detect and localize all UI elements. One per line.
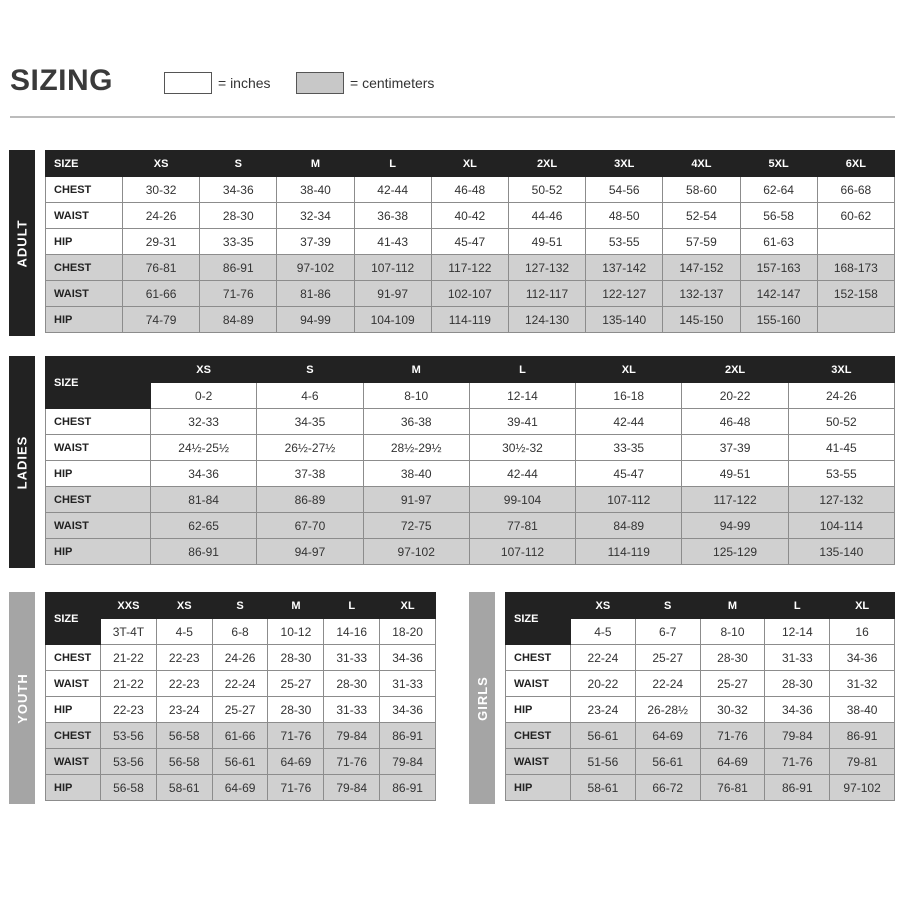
measurement-cell: 61-66 xyxy=(212,723,268,749)
measurement-cell: 42-44 xyxy=(576,409,682,435)
measurement-cell: 79-84 xyxy=(380,749,436,775)
size-header-xl: XL xyxy=(830,593,895,619)
measurement-cell: 52-54 xyxy=(663,203,740,229)
measurement-cell: 28-30 xyxy=(700,645,765,671)
measurement-cell: 38-40 xyxy=(363,461,469,487)
youth-numeric-size-row xyxy=(46,619,436,645)
size-header-2xl: 2XL xyxy=(682,357,788,383)
measurement-cell: 107-112 xyxy=(576,487,682,513)
ladies-waist-in-row xyxy=(46,435,895,461)
measurement-cell: 23-24 xyxy=(571,697,636,723)
measurement-label: HIP xyxy=(46,307,123,333)
measurement-cell: 74-79 xyxy=(123,307,200,333)
girls-waist-in-row xyxy=(506,671,895,697)
measurement-cell: 37-39 xyxy=(682,435,788,461)
measurement-cell: 135-140 xyxy=(586,307,663,333)
measurement-cell: 34-36 xyxy=(830,645,895,671)
measurement-cell: 30½-32 xyxy=(469,435,575,461)
size-header-s: S xyxy=(212,593,268,619)
measurement-cell: 94-99 xyxy=(682,513,788,539)
girls-side-label: GIRLS xyxy=(469,592,495,804)
inches-legend-label: = inches xyxy=(218,75,271,91)
measurement-cell: 62-65 xyxy=(151,513,257,539)
measurement-cell: 53-55 xyxy=(586,229,663,255)
measurement-cell: 23-24 xyxy=(156,697,212,723)
measurement-label: HIP xyxy=(46,775,101,801)
measurement-cell: 71-76 xyxy=(268,723,324,749)
measurement-cell: 46-48 xyxy=(431,177,508,203)
measurement-cell: 135-140 xyxy=(788,539,894,565)
measurement-cell: 94-97 xyxy=(257,539,363,565)
measurement-cell: 53-55 xyxy=(788,461,894,487)
measurement-cell: 79-84 xyxy=(324,723,380,749)
measurement-cell: 33-35 xyxy=(576,435,682,461)
measurement-cell: 117-122 xyxy=(431,255,508,281)
size-header-xl: XL xyxy=(431,151,508,177)
size-header-l: L xyxy=(354,151,431,177)
measurement-label: CHEST xyxy=(506,645,571,671)
measurement-cell: 155-160 xyxy=(740,307,817,333)
measurement-cell: 104-114 xyxy=(788,513,894,539)
measurement-cell: 28-30 xyxy=(765,671,830,697)
size-header-l: L xyxy=(324,593,380,619)
measurement-cell: 86-91 xyxy=(151,539,257,565)
measurement-cell: 107-112 xyxy=(469,539,575,565)
measurement-label: WAIST xyxy=(46,671,101,697)
measurement-cell: 45-47 xyxy=(576,461,682,487)
measurement-label: HIP xyxy=(506,775,571,801)
measurement-cell: 79-84 xyxy=(324,775,380,801)
measurement-cell: 56-58 xyxy=(156,749,212,775)
measurement-cell: 34-36 xyxy=(765,697,830,723)
measurement-cell: 152-158 xyxy=(817,281,894,307)
header-divider xyxy=(10,116,895,118)
measurement-cell: 40-42 xyxy=(431,203,508,229)
measurement-cell: 56-58 xyxy=(101,775,157,801)
measurement-cell: 20-22 xyxy=(571,671,636,697)
measurement-cell: 22-24 xyxy=(212,671,268,697)
inches-swatch xyxy=(164,72,212,94)
measurement-label: WAIST xyxy=(46,435,151,461)
measurement-cell: 49-51 xyxy=(508,229,585,255)
numeric-size-cell: 6-7 xyxy=(635,619,700,645)
size-header-6xl: 6XL xyxy=(817,151,894,177)
ladies-hip-cm-row xyxy=(46,539,895,565)
measurement-cell: 53-56 xyxy=(101,749,157,775)
measurement-cell: 127-132 xyxy=(508,255,585,281)
size-header-m: M xyxy=(700,593,765,619)
measurement-cell: 50-52 xyxy=(508,177,585,203)
adult-chest-cm-row xyxy=(46,255,895,281)
ladies-side-label: LADIES xyxy=(9,356,35,568)
girls-waist-cm-row xyxy=(506,749,895,775)
girls-hip-cm-row xyxy=(506,775,895,801)
measurement-cell: 21-22 xyxy=(101,671,157,697)
numeric-size-cell: 8-10 xyxy=(363,383,469,409)
measurement-cell: 26-28½ xyxy=(635,697,700,723)
measurement-cell: 58-60 xyxy=(663,177,740,203)
measurement-cell: 53-56 xyxy=(101,723,157,749)
measurement-cell: 37-38 xyxy=(257,461,363,487)
measurement-label: WAIST xyxy=(46,203,123,229)
measurement-cell: 32-34 xyxy=(277,203,354,229)
measurement-cell: 25-27 xyxy=(635,645,700,671)
measurement-cell: 24-26 xyxy=(123,203,200,229)
measurement-cell: 25-27 xyxy=(700,671,765,697)
size-header-4xl: 4XL xyxy=(663,151,740,177)
measurement-cell: 79-84 xyxy=(765,723,830,749)
measurement-cell: 31-32 xyxy=(830,671,895,697)
size-header-m: M xyxy=(363,357,469,383)
size-header-5xl: 5XL xyxy=(740,151,817,177)
ladies-hip-in-row xyxy=(46,461,895,487)
measurement-cell: 114-119 xyxy=(431,307,508,333)
size-header-l: L xyxy=(469,357,575,383)
measurement-cell: 67-70 xyxy=(257,513,363,539)
size-header-s: S xyxy=(200,151,277,177)
adult-waist-in-row xyxy=(46,203,895,229)
measurement-cell: 25-27 xyxy=(212,697,268,723)
numeric-size-cell: 14-16 xyxy=(324,619,380,645)
measurement-label: WAIST xyxy=(46,281,123,307)
measurement-cell: 64-69 xyxy=(635,723,700,749)
adult-side-label: ADULT xyxy=(9,150,35,336)
youth-waist-in-row xyxy=(46,671,436,697)
measurement-cell: 81-86 xyxy=(277,281,354,307)
measurement-cell: 28-30 xyxy=(200,203,277,229)
measurement-cell: 51-56 xyxy=(571,749,636,775)
adult-size-table xyxy=(45,150,895,333)
measurement-label: WAIST xyxy=(506,749,571,775)
measurement-label: HIP xyxy=(506,697,571,723)
measurement-cell: 157-163 xyxy=(740,255,817,281)
measurement-cell: 56-58 xyxy=(740,203,817,229)
numeric-size-cell: 24-26 xyxy=(788,383,894,409)
size-header-2xl: 2XL xyxy=(508,151,585,177)
measurement-cell: 76-81 xyxy=(700,775,765,801)
measurement-cell: 32-33 xyxy=(151,409,257,435)
measurement-cell: 34-35 xyxy=(257,409,363,435)
measurement-cell: 97-102 xyxy=(363,539,469,565)
measurement-cell: 97-102 xyxy=(830,775,895,801)
measurement-cell: 86-91 xyxy=(380,723,436,749)
numeric-size-cell: 16-18 xyxy=(576,383,682,409)
youth-size-header-row xyxy=(46,593,436,619)
measurement-cell: 76-81 xyxy=(123,255,200,281)
measurement-cell: 102-107 xyxy=(431,281,508,307)
measurement-cell: 132-137 xyxy=(663,281,740,307)
measurement-cell: 84-89 xyxy=(200,307,277,333)
size-label: SIZE xyxy=(46,593,101,645)
numeric-size-cell: 20-22 xyxy=(682,383,788,409)
ladies-size-header-row xyxy=(46,357,895,383)
measurement-cell: 30-32 xyxy=(700,697,765,723)
measurement-cell: 71-76 xyxy=(324,749,380,775)
measurement-cell: 26½-27½ xyxy=(257,435,363,461)
size-header-l: L xyxy=(765,593,830,619)
measurement-label: CHEST xyxy=(46,645,101,671)
youth-side-label: YOUTH xyxy=(9,592,35,804)
measurement-cell: 28-30 xyxy=(324,671,380,697)
numeric-size-cell: 4-6 xyxy=(257,383,363,409)
numeric-size-cell: 3T-4T xyxy=(101,619,157,645)
size-header-xs: XS xyxy=(123,151,200,177)
measurement-cell: 24½-25½ xyxy=(151,435,257,461)
girls-hip-in-row xyxy=(506,697,895,723)
measurement-cell: 168-173 xyxy=(817,255,894,281)
ladies-numeric-size-row xyxy=(46,383,895,409)
measurement-label: CHEST xyxy=(46,409,151,435)
measurement-cell: 56-61 xyxy=(635,749,700,775)
numeric-size-cell: 10-12 xyxy=(268,619,324,645)
size-header-3xl: 3XL xyxy=(586,151,663,177)
numeric-size-cell: 12-14 xyxy=(765,619,830,645)
measurement-cell: 117-122 xyxy=(682,487,788,513)
measurement-cell: 45-47 xyxy=(431,229,508,255)
ladies-chest-in-row xyxy=(46,409,895,435)
measurement-cell xyxy=(817,229,894,255)
measurement-cell: 99-104 xyxy=(469,487,575,513)
measurement-cell: 71-76 xyxy=(200,281,277,307)
measurement-cell: 22-23 xyxy=(156,645,212,671)
size-header-xxs: XXS xyxy=(101,593,157,619)
measurement-cell: 56-61 xyxy=(571,723,636,749)
numeric-size-cell: 18-20 xyxy=(380,619,436,645)
measurement-cell: 22-24 xyxy=(635,671,700,697)
adult-chest-in-row xyxy=(46,177,895,203)
adult-size-header-row xyxy=(46,151,895,177)
measurement-cell: 22-24 xyxy=(571,645,636,671)
size-header-s: S xyxy=(635,593,700,619)
measurement-cell: 38-40 xyxy=(830,697,895,723)
measurement-cell: 122-127 xyxy=(586,281,663,307)
measurement-cell: 31-33 xyxy=(324,645,380,671)
measurement-cell: 71-76 xyxy=(765,749,830,775)
measurement-cell xyxy=(817,307,894,333)
measurement-cell: 21-22 xyxy=(101,645,157,671)
measurement-cell: 61-63 xyxy=(740,229,817,255)
measurement-cell: 71-76 xyxy=(268,775,324,801)
girls-chest-in-row xyxy=(506,645,895,671)
youth-chest-cm-row xyxy=(46,723,436,749)
measurement-cell: 86-91 xyxy=(765,775,830,801)
measurement-cell: 64-69 xyxy=(268,749,324,775)
measurement-label: CHEST xyxy=(506,723,571,749)
measurement-cell: 48-50 xyxy=(586,203,663,229)
size-header-xl: XL xyxy=(380,593,436,619)
measurement-cell: 34-36 xyxy=(380,697,436,723)
measurement-cell: 104-109 xyxy=(354,307,431,333)
measurement-cell: 91-97 xyxy=(363,487,469,513)
measurement-cell: 28-30 xyxy=(268,645,324,671)
numeric-size-cell: 8-10 xyxy=(700,619,765,645)
measurement-cell: 124-130 xyxy=(508,307,585,333)
measurement-cell: 28-30 xyxy=(268,697,324,723)
measurement-cell: 58-61 xyxy=(571,775,636,801)
measurement-cell: 42-44 xyxy=(354,177,431,203)
measurement-cell: 39-41 xyxy=(469,409,575,435)
measurement-cell: 97-102 xyxy=(277,255,354,281)
numeric-size-cell: 4-5 xyxy=(156,619,212,645)
numeric-size-cell: 6-8 xyxy=(212,619,268,645)
size-header-xs: XS xyxy=(151,357,257,383)
size-header-m: M xyxy=(277,151,354,177)
measurement-cell: 84-89 xyxy=(576,513,682,539)
measurement-cell: 62-64 xyxy=(740,177,817,203)
measurement-label: CHEST xyxy=(46,487,151,513)
measurement-cell: 64-69 xyxy=(700,749,765,775)
size-header-s: S xyxy=(257,357,363,383)
measurement-cell: 114-119 xyxy=(576,539,682,565)
measurement-cell: 57-59 xyxy=(663,229,740,255)
ladies-chest-cm-row xyxy=(46,487,895,513)
measurement-cell: 41-43 xyxy=(354,229,431,255)
measurement-label: HIP xyxy=(46,461,151,487)
measurement-cell: 79-81 xyxy=(830,749,895,775)
measurement-cell: 31-33 xyxy=(380,671,436,697)
measurement-cell: 36-38 xyxy=(354,203,431,229)
measurement-cell: 22-23 xyxy=(101,697,157,723)
measurement-cell: 125-129 xyxy=(682,539,788,565)
measurement-cell: 107-112 xyxy=(354,255,431,281)
measurement-cell: 142-147 xyxy=(740,281,817,307)
measurement-cell: 31-33 xyxy=(765,645,830,671)
size-header-xs: XS xyxy=(156,593,212,619)
adult-hip-in-row xyxy=(46,229,895,255)
youth-hip-in-row xyxy=(46,697,436,723)
measurement-cell: 91-97 xyxy=(354,281,431,307)
ladies-waist-cm-row xyxy=(46,513,895,539)
measurement-cell: 64-69 xyxy=(212,775,268,801)
measurement-cell: 112-117 xyxy=(508,281,585,307)
measurement-cell: 42-44 xyxy=(469,461,575,487)
measurement-cell: 33-35 xyxy=(200,229,277,255)
numeric-size-cell: 0-2 xyxy=(151,383,257,409)
measurement-label: CHEST xyxy=(46,255,123,281)
measurement-cell: 71-76 xyxy=(700,723,765,749)
measurement-cell: 28½-29½ xyxy=(363,435,469,461)
measurement-cell: 77-81 xyxy=(469,513,575,539)
measurement-cell: 22-23 xyxy=(156,671,212,697)
adult-waist-cm-row xyxy=(46,281,895,307)
measurement-cell: 86-91 xyxy=(200,255,277,281)
measurement-cell: 31-33 xyxy=(324,697,380,723)
measurement-cell: 36-38 xyxy=(363,409,469,435)
centimeters-legend-label: = centimeters xyxy=(350,75,435,91)
measurement-cell: 37-39 xyxy=(277,229,354,255)
size-header-xl: XL xyxy=(576,357,682,383)
measurement-cell: 25-27 xyxy=(268,671,324,697)
youth-hip-cm-row xyxy=(46,775,436,801)
measurement-cell: 127-132 xyxy=(788,487,894,513)
measurement-cell: 46-48 xyxy=(682,409,788,435)
girls-size-table xyxy=(505,592,895,801)
adult-hip-cm-row xyxy=(46,307,895,333)
measurement-cell: 49-51 xyxy=(682,461,788,487)
measurement-cell: 86-91 xyxy=(380,775,436,801)
measurement-label: HIP xyxy=(46,539,151,565)
measurement-cell: 72-75 xyxy=(363,513,469,539)
measurement-cell: 54-56 xyxy=(586,177,663,203)
measurement-cell: 86-91 xyxy=(830,723,895,749)
measurement-cell: 41-45 xyxy=(788,435,894,461)
measurement-cell: 56-61 xyxy=(212,749,268,775)
girls-size-header-row xyxy=(506,593,895,619)
measurement-label: WAIST xyxy=(506,671,571,697)
youth-size-table xyxy=(45,592,436,801)
size-header-3xl: 3XL xyxy=(788,357,894,383)
measurement-cell: 29-31 xyxy=(123,229,200,255)
numeric-size-cell: 4-5 xyxy=(571,619,636,645)
measurement-label: WAIST xyxy=(46,749,101,775)
size-label: SIZE xyxy=(506,593,571,645)
numeric-size-cell: 16 xyxy=(830,619,895,645)
measurement-cell: 66-72 xyxy=(635,775,700,801)
girls-chest-cm-row xyxy=(506,723,895,749)
size-header-xs: XS xyxy=(571,593,636,619)
measurement-cell: 56-58 xyxy=(156,723,212,749)
measurement-cell: 61-66 xyxy=(123,281,200,307)
youth-waist-cm-row xyxy=(46,749,436,775)
measurement-cell: 147-152 xyxy=(663,255,740,281)
measurement-label: WAIST xyxy=(46,513,151,539)
measurement-cell: 38-40 xyxy=(277,177,354,203)
size-label: SIZE xyxy=(46,357,151,409)
numeric-size-cell: 12-14 xyxy=(469,383,575,409)
measurement-cell: 58-61 xyxy=(156,775,212,801)
measurement-cell: 34-36 xyxy=(151,461,257,487)
page-title: SIZING xyxy=(10,64,114,97)
ladies-size-table xyxy=(45,356,895,565)
measurement-cell: 66-68 xyxy=(817,177,894,203)
measurement-label: HIP xyxy=(46,697,101,723)
size-label: SIZE xyxy=(46,151,123,177)
measurement-cell: 44-46 xyxy=(508,203,585,229)
measurement-cell: 24-26 xyxy=(212,645,268,671)
size-header-m: M xyxy=(268,593,324,619)
measurement-label: CHEST xyxy=(46,723,101,749)
measurement-cell: 34-36 xyxy=(200,177,277,203)
measurement-label: CHEST xyxy=(46,177,123,203)
measurement-cell: 86-89 xyxy=(257,487,363,513)
measurement-cell: 137-142 xyxy=(586,255,663,281)
measurement-label: HIP xyxy=(46,229,123,255)
measurement-cell: 50-52 xyxy=(788,409,894,435)
measurement-cell: 94-99 xyxy=(277,307,354,333)
centimeters-swatch xyxy=(296,72,344,94)
measurement-cell: 145-150 xyxy=(663,307,740,333)
measurement-cell: 30-32 xyxy=(123,177,200,203)
measurement-cell: 81-84 xyxy=(151,487,257,513)
youth-chest-in-row xyxy=(46,645,436,671)
measurement-cell: 34-36 xyxy=(380,645,436,671)
measurement-cell: 60-62 xyxy=(817,203,894,229)
